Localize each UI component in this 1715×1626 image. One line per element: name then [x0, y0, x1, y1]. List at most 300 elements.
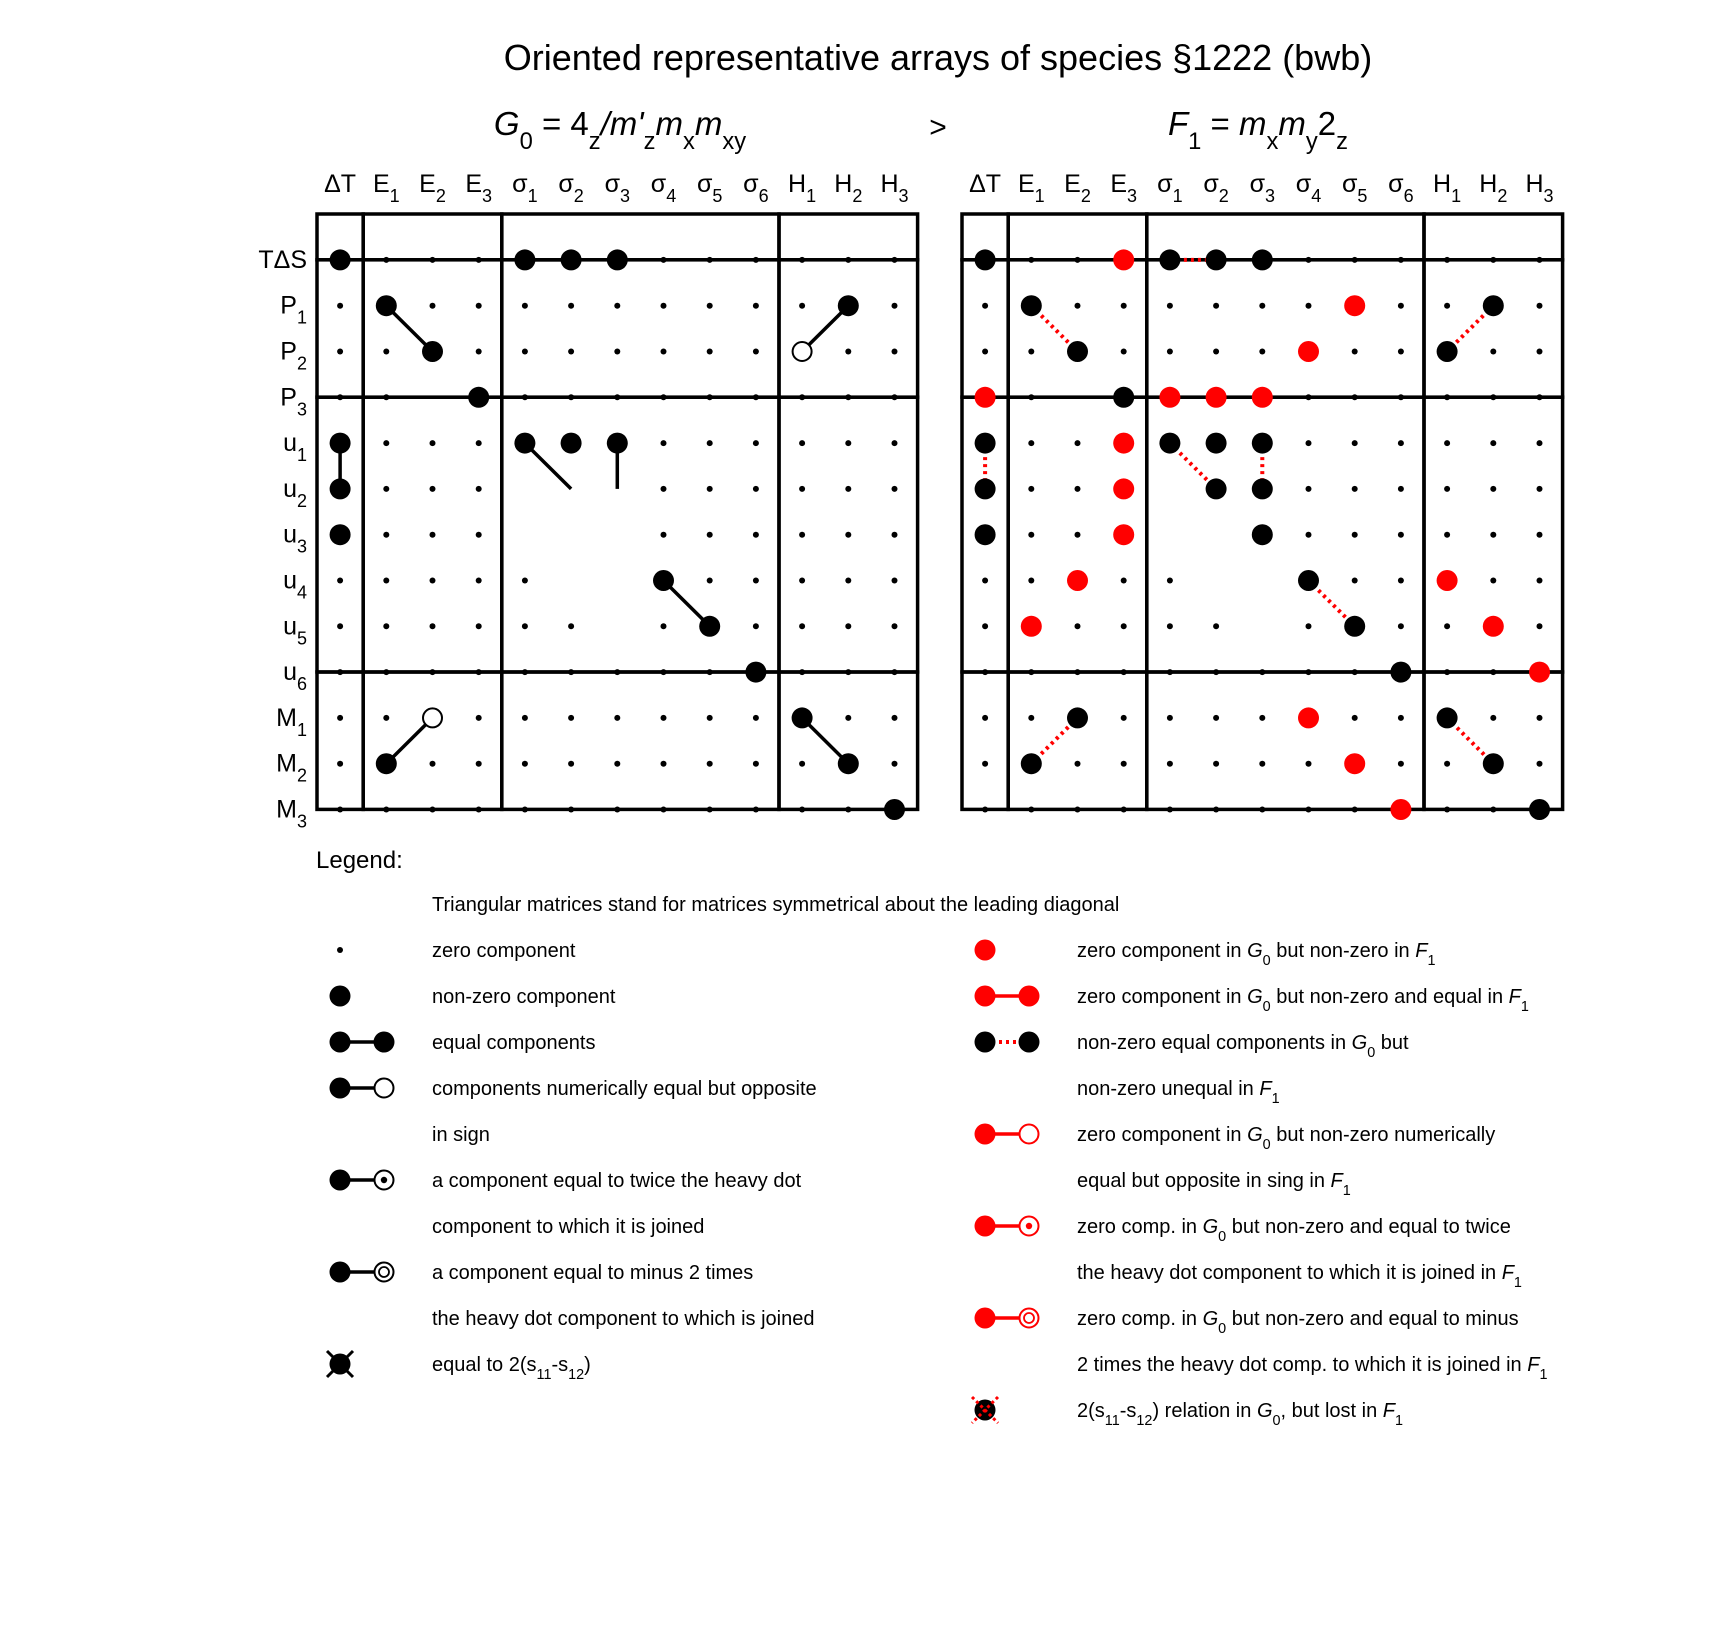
- left-zero-dot: [337, 715, 343, 721]
- left-zero-dot: [799, 623, 805, 629]
- left-zero-dot: [661, 257, 667, 263]
- left-zero-dot: [568, 715, 574, 721]
- left-zero-dot: [892, 623, 898, 629]
- right-col-header: ΔT: [969, 170, 1002, 198]
- right-zero-dot: [1075, 669, 1081, 675]
- left-zero-dot: [522, 807, 528, 813]
- left-zero-dot: [430, 303, 436, 309]
- legend: [316, 847, 1547, 1429]
- left-zero-dot: [476, 257, 482, 263]
- right-col-header: $E_3$: [1110, 170, 1138, 206]
- right-zero-dot: [1398, 257, 1404, 263]
- right-zero-dot: [1444, 486, 1450, 492]
- legend-entry: [972, 1397, 1403, 1429]
- left-nonzero-dot: [884, 799, 905, 820]
- legend-text: components numerically equal but opposite: [432, 1078, 817, 1100]
- left-zero-dot: [892, 532, 898, 538]
- left-zero-dot: [753, 349, 759, 355]
- right-zero-dot: [1537, 761, 1543, 767]
- right-red-dot: [1344, 753, 1365, 774]
- legend-entry: [975, 986, 1529, 1016]
- left-nonzero-dot: [422, 341, 443, 362]
- right-red-dot: [1298, 341, 1319, 362]
- right-col-header: $\sigma_5$: [1341, 170, 1368, 206]
- equal-pair-symbol: [330, 1032, 395, 1053]
- right-zero-dot: [1398, 303, 1404, 309]
- left-zero-dot: [614, 349, 620, 355]
- left-zero-dot: [661, 440, 667, 446]
- right-zero-dot: [1259, 761, 1265, 767]
- left-block: [363, 672, 502, 809]
- right-zero-dot: [1398, 623, 1404, 629]
- left-zero-dot: [383, 578, 389, 584]
- right-block: [1008, 260, 1147, 397]
- left-zero-dot: [568, 807, 574, 813]
- pair-first-dot: [330, 1262, 351, 1283]
- left-zero-dot: [383, 623, 389, 629]
- legend-text: zero comp. in $G_0$ but non-zero and equal to twice: [1077, 1216, 1511, 1245]
- right-nonzero-dot: [1159, 249, 1180, 270]
- left-nonzero-dot: [330, 433, 351, 454]
- red-twice-pair-symbol: [975, 1216, 1039, 1237]
- right-zero-dot: [1352, 257, 1358, 263]
- right-zero-dot: [1167, 761, 1173, 767]
- right-zero-dot: [982, 623, 988, 629]
- left-zero-dot: [522, 349, 528, 355]
- right-zero-dot: [1490, 486, 1496, 492]
- legend-text: the heavy dot component to which is joined: [432, 1308, 815, 1330]
- legend-text: component to which it is joined: [432, 1216, 705, 1238]
- right-zero-dot: [1444, 532, 1450, 538]
- left-block: [363, 214, 502, 260]
- right-block: [1147, 397, 1424, 672]
- left-zero-dot: [337, 807, 343, 813]
- left-zero-dot: [753, 303, 759, 309]
- left-zero-dot: [753, 715, 759, 721]
- left-zero-dot: [614, 715, 620, 721]
- row-header: $P_3$: [280, 383, 307, 420]
- minus-two-pair-symbol: [330, 1262, 394, 1283]
- right-zero-dot: [1537, 715, 1543, 721]
- red-equal-pair-symbol: [975, 986, 1040, 1007]
- right-zero-dot: [1537, 486, 1543, 492]
- right-nonzero-dot: [975, 433, 996, 454]
- left-block: [779, 672, 918, 809]
- left-zero-dot: [707, 349, 713, 355]
- left-zero-dot: [707, 486, 713, 492]
- right-zero-dot: [1306, 486, 1312, 492]
- left-zero-dot: [799, 761, 805, 767]
- right-nonzero-dot: [1390, 662, 1411, 683]
- legend-text: zero component in $G_0$ but non-zero numerically: [1077, 1124, 1496, 1153]
- big-dot-symbol: [330, 986, 351, 1007]
- left-zero-dot: [337, 394, 343, 400]
- formula-F1: $F_1 = m_xm_y2_z$: [1168, 105, 1348, 155]
- right-zero-dot: [1028, 578, 1034, 584]
- right-red-dot: [1483, 616, 1504, 637]
- left-zero-dot: [753, 807, 759, 813]
- left-zero-dot: [799, 532, 805, 538]
- legend-text: zero comp. in $G_0$ but non-zero and equal to minus: [1077, 1308, 1519, 1337]
- left-zero-dot: [799, 394, 805, 400]
- right-zero-dot: [1213, 623, 1219, 629]
- left-zero-dot: [753, 440, 759, 446]
- right-red-dot: [1390, 799, 1411, 820]
- pair-open-dot: [1020, 1125, 1039, 1144]
- left-zero-dot: [430, 532, 436, 538]
- left-opposite-dot: [423, 708, 442, 727]
- left-nonzero-dot: [561, 249, 582, 270]
- right-zero-dot: [1259, 349, 1265, 355]
- left-zero-dot: [892, 578, 898, 584]
- row-header: $M_3$: [276, 795, 307, 832]
- row-header: $u_2$: [283, 474, 307, 511]
- left-zero-dot: [522, 578, 528, 584]
- right-zero-dot: [1213, 669, 1219, 675]
- right-col-header: $\sigma_3$: [1249, 170, 1276, 206]
- right-zero-dot: [982, 761, 988, 767]
- left-nonzero-dot: [376, 753, 397, 774]
- right-zero-dot: [1352, 349, 1358, 355]
- left-matrix-G0: [258, 170, 917, 832]
- left-zero-dot: [383, 807, 389, 813]
- pair-first-dot: [975, 1032, 996, 1053]
- left-zero-dot: [522, 394, 528, 400]
- left-block: [779, 260, 918, 397]
- left-zero-dot: [383, 532, 389, 538]
- left-block: [317, 672, 363, 809]
- left-zero-dot: [383, 257, 389, 263]
- right-zero-dot: [1075, 257, 1081, 263]
- right-col-header: $E_2$: [1064, 170, 1091, 206]
- left-zero-dot: [707, 257, 713, 263]
- right-zero-dot: [1259, 807, 1265, 813]
- right-zero-dot: [1028, 440, 1034, 446]
- left-zero-dot: [707, 532, 713, 538]
- right-zero-dot: [1306, 532, 1312, 538]
- left-zero-dot: [476, 349, 482, 355]
- red-opposite-pair-symbol: [975, 1124, 1039, 1145]
- right-zero-dot: [1121, 623, 1127, 629]
- right-zero-dot: [1259, 303, 1265, 309]
- right-zero-dot: [1490, 807, 1496, 813]
- right-red-dot: [1529, 662, 1550, 683]
- left-zero-dot: [799, 440, 805, 446]
- pair-first-dot: [975, 1308, 996, 1329]
- left-zero-dot: [337, 761, 343, 767]
- right-red-dot: [1113, 478, 1134, 499]
- left-col-header: $E_2$: [419, 170, 446, 206]
- right-zero-dot: [1352, 669, 1358, 675]
- right-zero-dot: [1306, 257, 1312, 263]
- right-nonzero-dot: [1437, 341, 1458, 362]
- right-zero-dot: [1213, 303, 1219, 309]
- small-dot-symbol: [337, 947, 343, 953]
- legend-entry: [975, 1216, 1522, 1292]
- right-nonzero-dot: [1252, 249, 1273, 270]
- right-nonzero-dot: [1206, 478, 1227, 499]
- right-nonzero-dot: [1298, 570, 1319, 591]
- legend-text: non-zero component: [432, 986, 616, 1008]
- left-zero-dot: [614, 394, 620, 400]
- right-block: [1147, 214, 1424, 260]
- right-red-dot: [1113, 524, 1134, 545]
- left-nonzero-dot: [514, 249, 535, 270]
- right-red-dot: [1067, 570, 1088, 591]
- legend-entry: [337, 940, 576, 962]
- left-col-header: $E_3$: [465, 170, 493, 206]
- left-zero-dot: [568, 394, 574, 400]
- right-zero-dot: [1490, 394, 1496, 400]
- diagram-title: Oriented representative arrays of species §1222 (bwb): [503, 37, 1373, 78]
- left-col-header: $\sigma_5$: [696, 170, 723, 206]
- left-nonzero-dot: [376, 295, 397, 316]
- pair-first-dot: [330, 1032, 351, 1053]
- right-zero-dot: [982, 578, 988, 584]
- left-zero-dot: [522, 715, 528, 721]
- right-nonzero-dot: [1529, 799, 1550, 820]
- left-zero-dot: [845, 349, 851, 355]
- right-zero-dot: [1259, 669, 1265, 675]
- right-block: [962, 672, 1008, 809]
- left-col-header: $\sigma_6$: [743, 170, 769, 206]
- red-dot-symbol: [975, 940, 996, 961]
- left-col-header: ΔT: [324, 170, 357, 198]
- left-zero-dot: [753, 532, 759, 538]
- left-zero-dot: [707, 578, 713, 584]
- left-zero-dot: [661, 669, 667, 675]
- left-zero-dot: [753, 578, 759, 584]
- left-zero-dot: [476, 761, 482, 767]
- legend-entry: [330, 1170, 802, 1239]
- left-zero-dot: [661, 349, 667, 355]
- right-zero-dot: [1537, 394, 1543, 400]
- legend-entry: [975, 1308, 1548, 1384]
- left-zero-dot: [753, 486, 759, 492]
- left-zero-dot: [845, 257, 851, 263]
- left-block: [317, 260, 363, 397]
- left-col-header: $H_2$: [834, 170, 863, 206]
- left-zero-dot: [383, 486, 389, 492]
- right-zero-dot: [1306, 807, 1312, 813]
- right-zero-dot: [982, 715, 988, 721]
- right-zero-dot: [1167, 715, 1173, 721]
- left-nonzero-dot: [653, 570, 674, 591]
- left-nonzero-dot: [607, 249, 628, 270]
- left-zero-dot: [337, 303, 343, 309]
- right-zero-dot: [1167, 623, 1173, 629]
- left-zero-dot: [476, 715, 482, 721]
- left-block: [502, 260, 779, 397]
- left-zero-dot: [753, 623, 759, 629]
- left-zero-dot: [614, 669, 620, 675]
- legend-text: $2(s_{11}-s_{12})$ relation in $G_0$, but lost in $F_1$: [1077, 1400, 1404, 1429]
- legend-header: Legend:: [316, 847, 403, 874]
- right-zero-dot: [1490, 578, 1496, 584]
- left-zero-dot: [383, 394, 389, 400]
- left-block: [502, 672, 779, 809]
- left-zero-dot: [383, 715, 389, 721]
- left-zero-dot: [845, 440, 851, 446]
- left-zero-dot: [430, 623, 436, 629]
- left-zero-dot: [845, 532, 851, 538]
- left-nonzero-dot: [838, 295, 859, 316]
- legend-text: zero component: [432, 940, 576, 962]
- legend-text: non-zero unequal in $F_1$: [1077, 1078, 1280, 1107]
- pair-first-dot: [975, 1216, 996, 1237]
- right-zero-dot: [1398, 486, 1404, 492]
- left-zero-dot: [845, 669, 851, 675]
- right-zero-dot: [1537, 349, 1543, 355]
- right-zero-dot: [1490, 349, 1496, 355]
- right-block: [1147, 672, 1424, 809]
- legend-entry: [330, 1262, 815, 1331]
- left-nonzero-dot: [607, 433, 628, 454]
- right-red-dot: [1159, 387, 1180, 408]
- left-zero-dot: [476, 532, 482, 538]
- comparison-sign: >: [929, 111, 947, 144]
- legend-left-column: [327, 940, 817, 1383]
- legend-entry: [327, 1351, 591, 1383]
- right-zero-dot: [1213, 349, 1219, 355]
- right-zero-dot: [1537, 257, 1543, 263]
- right-zero-dot: [1444, 761, 1450, 767]
- right-zero-dot: [1075, 807, 1081, 813]
- right-nonzero-dot: [1021, 753, 1042, 774]
- legend-text: a component equal to minus 2 times: [432, 1262, 754, 1284]
- left-zero-dot: [799, 303, 805, 309]
- right-zero-dot: [1167, 578, 1173, 584]
- left-zero-dot: [568, 349, 574, 355]
- right-block: [1147, 260, 1424, 397]
- right-block: [1008, 672, 1147, 809]
- left-zero-dot: [799, 669, 805, 675]
- left-zero-dot: [430, 807, 436, 813]
- red-crossed-dot-symbol: [972, 1397, 998, 1423]
- left-zero-dot: [845, 807, 851, 813]
- left-zero-dot: [383, 349, 389, 355]
- right-nonzero-dot: [1252, 524, 1273, 545]
- right-red-dot: [975, 387, 996, 408]
- red-minus-two-pair-symbol: [975, 1308, 1039, 1329]
- left-zero-dot: [845, 486, 851, 492]
- pair-second-dot: [1019, 986, 1040, 1007]
- row-header: $u_3$: [283, 520, 307, 557]
- right-col-header: $\sigma_2$: [1203, 170, 1229, 206]
- pair-first-dot: [330, 1078, 351, 1099]
- left-zero-dot: [337, 623, 343, 629]
- right-zero-dot: [1398, 349, 1404, 355]
- right-red-dot: [1252, 387, 1273, 408]
- right-zero-dot: [1398, 761, 1404, 767]
- right-zero-dot: [1444, 440, 1450, 446]
- right-zero-dot: [1306, 669, 1312, 675]
- left-col-header: $\sigma_1$: [512, 170, 538, 206]
- right-nonzero-dot: [975, 478, 996, 499]
- crossed-dot-symbol: [327, 1351, 353, 1377]
- right-zero-dot: [1398, 532, 1404, 538]
- left-zero-dot: [799, 486, 805, 492]
- left-zero-dot: [430, 761, 436, 767]
- right-col-header: $H_1$: [1433, 170, 1462, 206]
- left-zero-dot: [383, 440, 389, 446]
- left-zero-dot: [845, 394, 851, 400]
- right-zero-dot: [1398, 715, 1404, 721]
- pair-center-dot: [381, 1177, 387, 1183]
- row-header: $P_1$: [280, 291, 307, 328]
- left-zero-dot: [568, 303, 574, 309]
- right-red-dot: [1113, 433, 1134, 454]
- left-nonzero-dot: [699, 616, 720, 637]
- right-zero-dot: [1490, 257, 1496, 263]
- left-zero-dot: [522, 761, 528, 767]
- left-zero-dot: [430, 669, 436, 675]
- left-col-header: $E_1$: [372, 170, 400, 206]
- right-zero-dot: [1306, 761, 1312, 767]
- right-col-header: $\sigma_6$: [1388, 170, 1414, 206]
- row-header: TΔS: [258, 245, 307, 274]
- legend-text: equal to $2(s_{11}-s_{12})$: [432, 1354, 591, 1383]
- right-zero-dot: [1075, 761, 1081, 767]
- right-zero-dot: [1352, 578, 1358, 584]
- legend-note: Triangular matrices stand for matrices symmetrical about the leading diagonal: [432, 894, 1120, 916]
- left-zero-dot: [707, 394, 713, 400]
- left-nonzero-dot: [514, 433, 535, 454]
- left-col-header: $H_1$: [788, 170, 817, 206]
- right-zero-dot: [982, 807, 988, 813]
- left-zero-dot: [661, 486, 667, 492]
- left-zero-dot: [845, 715, 851, 721]
- left-zero-dot: [430, 257, 436, 263]
- right-zero-dot: [1490, 440, 1496, 446]
- left-zero-dot: [707, 440, 713, 446]
- left-zero-dot: [522, 669, 528, 675]
- left-zero-dot: [892, 303, 898, 309]
- left-zero-dot: [661, 303, 667, 309]
- right-zero-dot: [1352, 532, 1358, 538]
- right-zero-dot: [1213, 807, 1219, 813]
- right-zero-dot: [1352, 807, 1358, 813]
- row-header: $P_2$: [280, 337, 307, 374]
- right-zero-dot: [1075, 486, 1081, 492]
- left-zero-dot: [430, 578, 436, 584]
- left-block: [502, 397, 779, 672]
- formula-G0: $G_0 = 4_z/m'_zm_xm_{xy}$: [493, 105, 747, 155]
- right-zero-dot: [1537, 532, 1543, 538]
- left-zero-dot: [661, 532, 667, 538]
- legend-entry: [330, 1078, 817, 1147]
- pair-open-dot: [1020, 1309, 1039, 1328]
- left-zero-dot: [892, 440, 898, 446]
- pair-first-dot: [975, 986, 996, 1007]
- row-header: $M_1$: [276, 703, 307, 740]
- left-zero-dot: [845, 623, 851, 629]
- left-zero-dot: [661, 394, 667, 400]
- left-zero-dot: [799, 257, 805, 263]
- right-nonzero-dot: [1483, 753, 1504, 774]
- left-zero-dot: [337, 578, 343, 584]
- left-zero-dot: [614, 303, 620, 309]
- right-zero-dot: [1537, 623, 1543, 629]
- left-zero-dot: [476, 486, 482, 492]
- right-nonzero-dot: [1252, 433, 1273, 454]
- right-nonzero-dot: [1067, 707, 1088, 728]
- right-block: [962, 260, 1008, 397]
- right-zero-dot: [1537, 578, 1543, 584]
- left-zero-dot: [476, 440, 482, 446]
- right-zero-dot: [1028, 394, 1034, 400]
- right-zero-dot: [1121, 807, 1127, 813]
